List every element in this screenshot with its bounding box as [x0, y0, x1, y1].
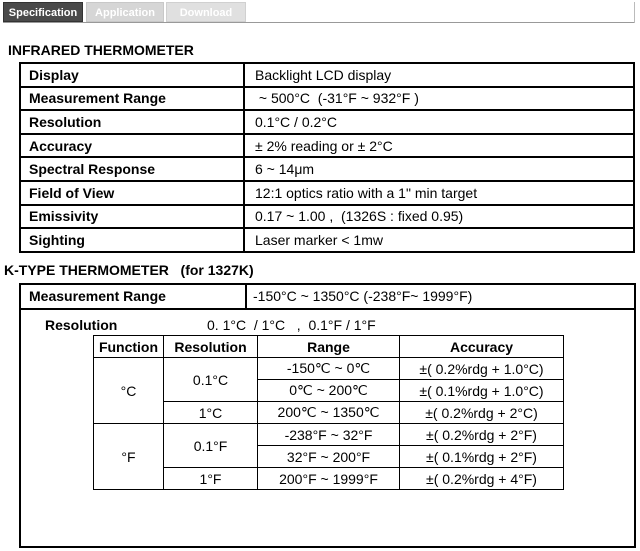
spec-value: ± 2% reading or ± 2°C [244, 134, 634, 158]
table-row [20, 63, 634, 87]
tab-specification[interactable]: Specification [3, 2, 83, 22]
resolution-cell: 1°F [164, 468, 258, 490]
function-celsius: °C [94, 358, 164, 424]
accuracy-cell: ±( 0.1%rdg + 2°F) [400, 446, 564, 468]
measurement-range-label: Measurement Range [29, 288, 166, 304]
spec-key: Resolution [20, 110, 244, 134]
tab-download[interactable]: Download [166, 2, 246, 22]
function-fahrenheit: °F [94, 424, 164, 490]
ktype-title: K-TYPE THERMOMETER (for 1327K) [4, 262, 254, 278]
table-row [20, 205, 634, 229]
table-header-row [94, 336, 564, 358]
spec-key: Emissivity [20, 205, 244, 229]
spec-key: Field of View [20, 181, 244, 205]
tab-bar [0, 0, 640, 24]
resolution-cell: 1°C [164, 402, 258, 424]
table-row [20, 228, 634, 252]
accuracy-cell: ±( 0.2%rdg + 2°C) [400, 402, 564, 424]
table-row [20, 87, 634, 111]
table-row [20, 157, 634, 181]
resolution-cell: 0.1°C [164, 358, 258, 402]
spec-value: Backlight LCD display [244, 63, 634, 87]
infrared-spec-table [19, 62, 635, 253]
range-cell: -150℃ ~ 0℃ [258, 358, 400, 380]
accuracy-cell: ±( 0.2%rdg + 2°F) [400, 424, 564, 446]
spec-key: Accuracy [20, 134, 244, 158]
spec-key: Measurement Range [20, 87, 244, 111]
resolution-cell: 0.1°F [164, 424, 258, 468]
tab-application[interactable]: Application [86, 2, 164, 22]
range-cell: 32°F ~ 200°F [258, 446, 400, 468]
table-row [94, 424, 564, 446]
ktype-spec-box [19, 283, 636, 548]
accuracy-cell: ±( 0.2%rdg + 1.0°C) [400, 358, 564, 380]
row-divider [245, 285, 247, 310]
ktype-accuracy-table [93, 335, 564, 490]
spec-key: Display [20, 63, 244, 87]
header-accuracy: Accuracy [400, 336, 564, 358]
table-row [20, 110, 634, 134]
table-row [20, 181, 634, 205]
infrared-title: INFRARED THERMOMETER [8, 42, 194, 58]
table-row [94, 402, 564, 424]
spec-value: 0.1°C / 0.2°C [244, 110, 634, 134]
spec-key: Spectral Response [20, 157, 244, 181]
range-cell: 200°F ~ 1999°F [258, 468, 400, 490]
accuracy-cell: ±( 0.2%rdg + 4°F) [400, 468, 564, 490]
range-cell: 200℃ ~ 1350℃ [258, 402, 400, 424]
spec-value: Laser marker < 1mw [244, 228, 634, 252]
range-cell: -238°F ~ 32°F [258, 424, 400, 446]
spec-value: ~ 500°C (-31°F ~ 932°F ) [244, 87, 634, 111]
measurement-range-value: -150°C ~ 1350°C (-238°F~ 1999°F) [253, 288, 473, 304]
spec-key: Sighting [20, 228, 244, 252]
header-function: Function [94, 336, 164, 358]
header-range: Range [258, 336, 400, 358]
resolution-value: 0. 1°C / 1°C , 0.1°F / 1°F [207, 317, 376, 333]
tab-divider-right [634, 2, 635, 23]
measurement-range-row [21, 285, 634, 310]
spec-value: 0.17 ~ 1.00 , (1326S : fixed 0.95) [244, 205, 634, 229]
tab-divider [3, 22, 635, 23]
spec-value: 12:1 optics ratio with a 1" min target [244, 181, 634, 205]
accuracy-cell: ±( 0.1%rdg + 1.0°C) [400, 380, 564, 402]
table-row [20, 134, 634, 158]
table-row [94, 468, 564, 490]
resolution-label: Resolution [45, 317, 118, 333]
header-resolution: Resolution [164, 336, 258, 358]
range-cell: 0℃ ~ 200℃ [258, 380, 400, 402]
table-row [94, 358, 564, 380]
spec-value: 6 ~ 14μm [244, 157, 634, 181]
